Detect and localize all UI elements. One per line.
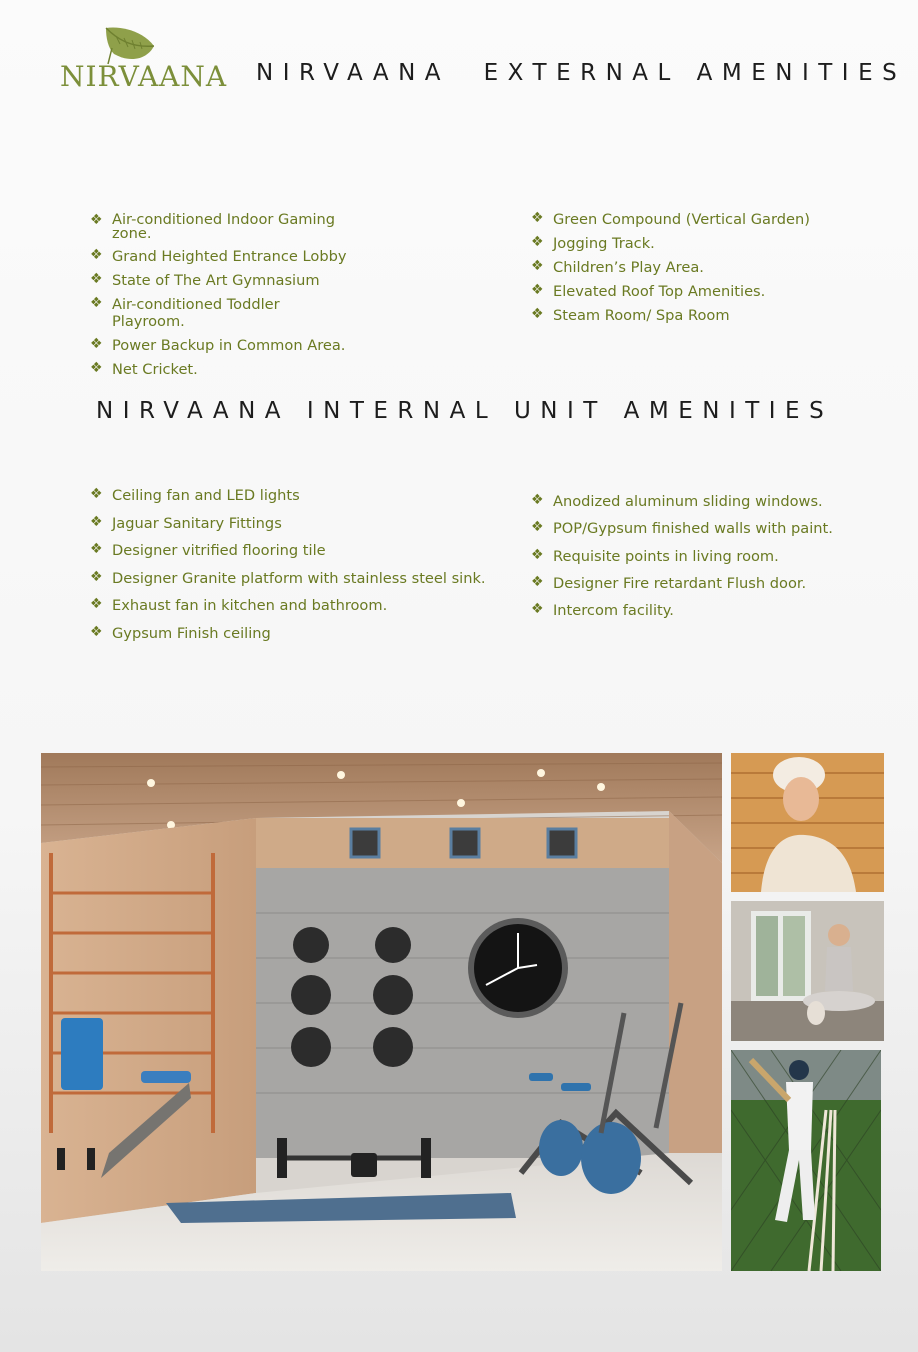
- list-item: ❖ Designer Granite platform with stainless steel sink.: [90, 568, 486, 587]
- sauna-photo: [731, 753, 884, 892]
- bullet-icon: ❖: [531, 492, 544, 508]
- list-item: ❖ Exhaust fan in kitchen and bathroom.: [90, 596, 388, 614]
- bullet-icon: ❖: [90, 623, 103, 640]
- internal-amenities-right-list: [531, 493, 861, 629]
- bullet-icon: ❖: [90, 336, 103, 352]
- bullet-icon: ❖: [531, 546, 544, 563]
- list-item: ❖ Children’s Play Area.: [531, 258, 704, 276]
- bullet-icon: ❖: [90, 271, 103, 287]
- bullet-icon: ❖: [531, 234, 544, 250]
- bullet-icon: ❖: [90, 568, 103, 585]
- list-item: ❖ Air-conditioned Indoor Gaming zone.: [90, 211, 336, 242]
- bullet-icon: ❖: [90, 596, 103, 612]
- bullet-icon: ❖: [90, 541, 103, 557]
- external-amenities-left-list: [90, 213, 350, 385]
- list-item: ❖ Gypsum Finish ceiling: [90, 623, 271, 642]
- gymnasium-photo: [41, 753, 722, 1271]
- bullet-icon: ❖: [90, 295, 103, 311]
- list-item: ❖ Requisite points in living room.: [531, 546, 779, 565]
- external-amenities-right-list: [531, 211, 861, 331]
- list-item: ❖ Steam Room/ Spa Room: [531, 306, 730, 324]
- list-item: ❖ POP/Gypsum finished walls with paint.: [531, 519, 833, 538]
- list-item: ❖ Jogging Track.: [531, 234, 655, 252]
- bullet-icon: ❖: [531, 282, 544, 298]
- net-cricket-photo: [731, 1050, 881, 1271]
- list-item: ❖ Ceiling fan and LED lights: [90, 486, 300, 504]
- bullet-icon: ❖: [90, 486, 103, 502]
- logo-wordmark: NIRVAANA: [60, 60, 228, 93]
- yoga-photo: [731, 901, 884, 1041]
- bullet-icon: ❖: [531, 573, 544, 590]
- list-item: ❖ Designer vitrified flooring tile: [90, 541, 326, 559]
- bullet-icon: ❖: [531, 306, 544, 322]
- list-item: ❖ Jaguar Sanitary Fittings: [90, 513, 282, 532]
- bullet-icon: ❖: [90, 247, 103, 263]
- bullet-icon: ❖: [531, 519, 544, 536]
- bullet-icon: ❖: [90, 212, 103, 228]
- bullet-icon: ❖: [90, 360, 103, 376]
- internal-amenities-heading: NIRVAANA INTERNAL UNIT AMENITIES: [96, 398, 834, 424]
- list-item: ❖ Power Backup in Common Area.: [90, 336, 346, 354]
- list-item: ❖ Grand Heighted Entrance Lobby: [90, 247, 347, 265]
- list-item: ❖ Designer Fire retardant Flush door.: [531, 573, 807, 592]
- list-item: ❖ Air-conditioned Toddler Playroom.: [90, 295, 280, 330]
- bullet-icon: ❖: [531, 210, 544, 226]
- list-item: ❖ State of The Art Gymnasium: [90, 271, 320, 289]
- internal-amenities-left-list: [90, 487, 510, 652]
- list-item: ❖ Intercom facility.: [531, 601, 674, 620]
- bullet-icon: ❖: [90, 513, 103, 530]
- nirvaana-logo: [58, 24, 228, 98]
- bullet-icon: ❖: [531, 258, 544, 274]
- external-amenities-heading: NIRVAANA EXTERNAL AMENITIES: [256, 60, 907, 86]
- list-item: ❖ Net Cricket.: [90, 360, 198, 378]
- bullet-icon: ❖: [531, 601, 544, 618]
- list-item: ❖ Elevated Roof Top Amenities.: [531, 282, 766, 300]
- list-item: ❖ Green Compound (Vertical Garden): [531, 210, 810, 228]
- list-item: ❖ Anodized aluminum sliding windows.: [531, 492, 823, 510]
